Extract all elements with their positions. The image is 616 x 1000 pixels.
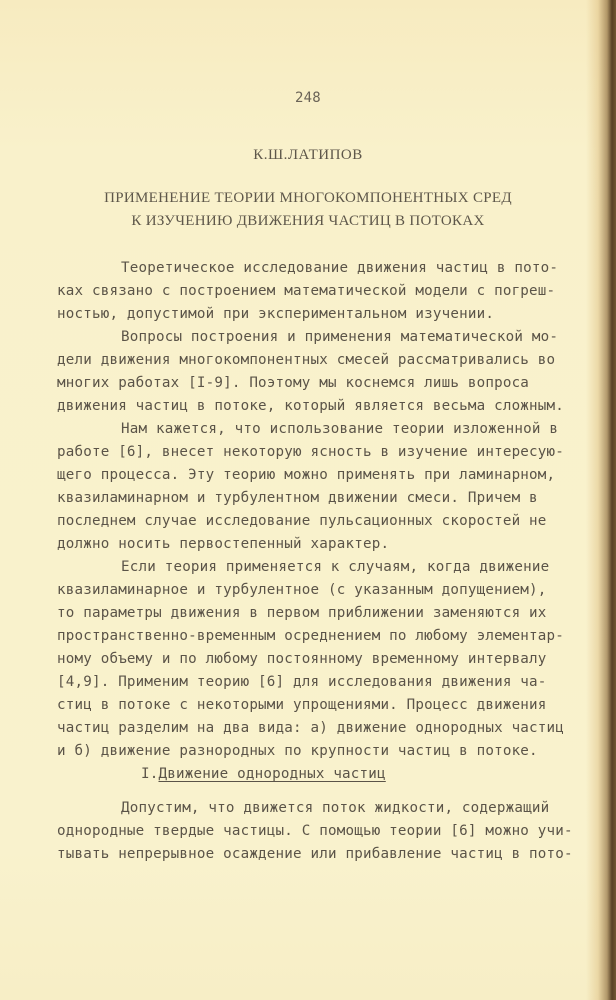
text-line: то параметры движения в первом приближении заменяются их <box>57 605 547 621</box>
text-line: щего процесса. Эту теорию можно применять при ламинарном, <box>57 467 556 483</box>
text-line: квазиламинарное и турбулентное (с указанным допущением), <box>57 582 547 598</box>
text-line: Вопросы построения и применения математической мо- <box>121 329 559 345</box>
article-title-line-1: ПРИМЕНЕНИЕ ТЕОРИИ МНОГОКОМПОНЕНТНЫХ СРЕД <box>104 190 512 206</box>
text-line: многих работах [I-9]. Поэтому мы коснемся лишь вопроса <box>57 375 530 391</box>
text-line: квазиламинарном и турбулентном движении смеси. Причем в <box>57 490 538 506</box>
text-line: Допустим, что движется поток жидкости, содержащий <box>121 800 550 816</box>
text-line: ностью, допустимой при экспериментальном изучении. <box>57 306 495 322</box>
text-line: Нам кажется, что использование теории изложенной в <box>121 421 559 437</box>
text-line: дели движения многокомпонентных смесей рассматривались во <box>57 352 556 368</box>
text-line: Теоретическое исследование движения частиц в пото- <box>121 260 559 276</box>
text-line: однородные твердые частицы. С помощью теории [6] можно учи- <box>57 823 573 839</box>
text-line: пространственно-временным осреднением по любому элементар- <box>57 628 565 644</box>
text-line: ному объему и по любому постоянному временному интервалу <box>57 651 547 667</box>
page-number: 248 <box>295 90 321 106</box>
text-line: и б) движение разнородных по крупности частиц в потоке. <box>57 743 538 759</box>
article-title-line-2: К ИЗУЧЕНИЮ ДВИЖЕНИЯ ЧАСТИЦ В ПОТОКАХ <box>131 213 485 229</box>
section-number: I. <box>141 766 159 782</box>
text-line: частиц разделим на два вида: а) движение однородных частиц <box>57 720 565 736</box>
text-line: тывать непрерывное осаждение или прибавление частиц в пото- <box>57 846 573 862</box>
text-line: работе [6], внесет некоторую ясность в изучение интересую- <box>57 444 565 460</box>
text-line: последнем случае исследование пульсационных скоростей не <box>57 513 547 529</box>
section-title: Движение однородных частиц <box>158 766 386 782</box>
author-name: К.Ш.ЛАТИПОВ <box>253 147 363 163</box>
text-line: ках связано с построением математической модели с погреш- <box>57 283 556 299</box>
text-line: стиц в потоке с некоторыми упрощениями. Процесс движения <box>57 697 547 713</box>
section-heading <box>141 766 386 782</box>
text-line: [4,9]. Применим теорию [6] для исследования движения ча- <box>57 674 547 690</box>
text-line: движения частиц в потоке, который является весьма сложным. <box>57 398 565 414</box>
text-line: должно носить первостепенный характер. <box>57 536 390 552</box>
text-line: Если теория применяется к случаям, когда движение <box>121 559 550 575</box>
